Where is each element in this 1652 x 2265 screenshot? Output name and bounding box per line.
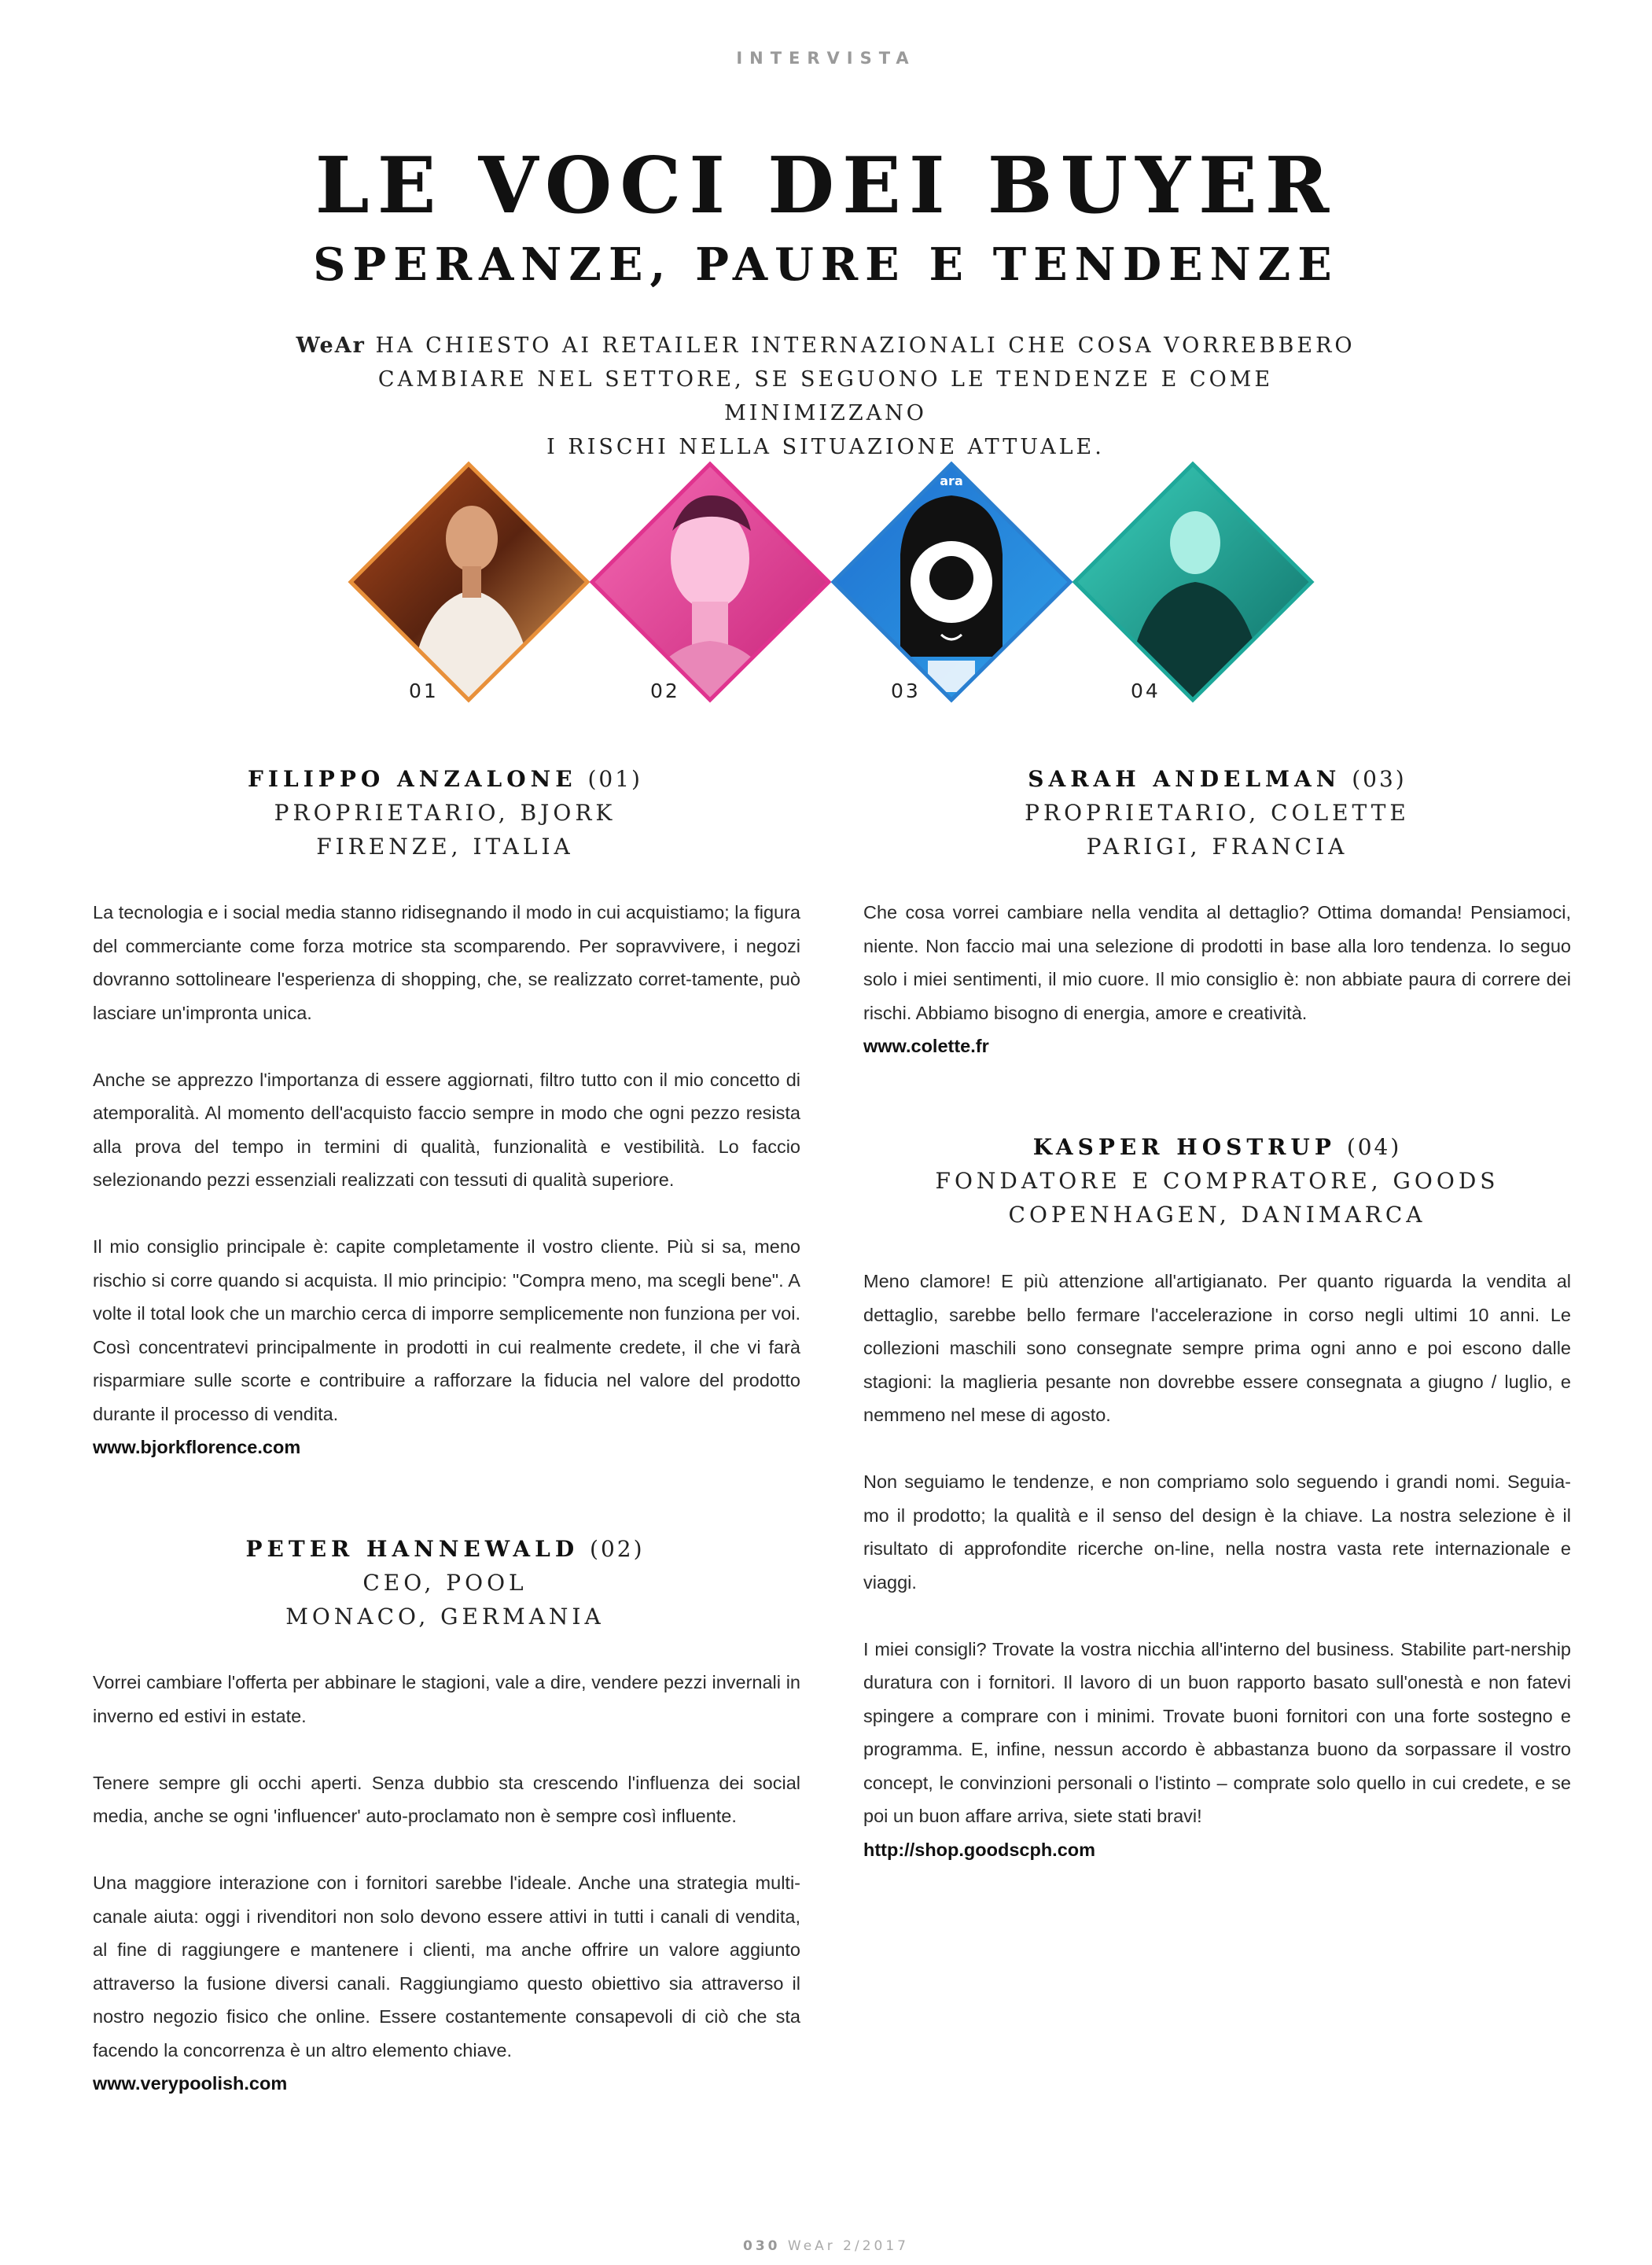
paragraph: I miei consigli? Trovate la vostra nicchia all'interno del business. Stabilite part-nership duratura con i fornitori. Il lavoro di un buon rapporto basato sull'onestà e non fatevi spingere a comprare con i minimi. Trovate buoni fornitori con una forte sostegno e programma. E, infine, nessun accordo è abbastanza buono da sorpassare il vostro concept, le convinzioni personali o l'istinto – comprate solo quello in cui credete, e se poi un buon affare arriva, siete stati bravi! [863, 1638, 1571, 1826]
paragraph: Una maggiore interazione con i fornitori sarebbe l'ideale. Anche una strategia multi-canale aiuta: oggi i rivenditori non solo devono essere attivi in tutti i canali di vendita, al fine di raggiungere e mantenere i clienti, ma anche offrire un valore aggiunto attraverso la fusione diversi canali. Raggiungiamo questo obiettivo sia attraverso il nostro negozio fisico che online. Essere costantemente consapevoli di ciò che sta facendo la concorrenza è un altro elemento chiave. [93, 1873, 800, 2061]
profile-role: FONDATORE E COMPRATORE, GOODS [935, 1168, 1499, 1194]
profile-name: KASPER HOSTRUP [1032, 1134, 1336, 1160]
interview-body-02 [93, 1666, 800, 2101]
paragraph: Il mio consiglio principale è: capite completamente il vostro cliente. Più si sa, meno rischio si corre quando si acquista. Il mio principio: "Compra meno, ma scegli bene". A volte il total look che un marchio cerca di imporre semplicemente non funziona per voi. Così concentratevi principalmente in prodotti in cui realmente credete, il che vi farà risparmiare sulle scorte e contribuire a rafforzare la fiducia nel valore del prodotto durante il processo di vendita. [93, 1236, 800, 1424]
paragraph: Meno clamore! E più attenzione all'artigianato. Per quanto riguarda la vendita al dettaglio, sarebbe bello fermare l'accelerazione in corso negli ultimi 10 anni. Le collezioni maschili sono consegnate sempre prima ogni anno e poi escono dalle stagioni: la maglieria pesante non dovrebbe essere consegnata a giugno / luglio, e nemmeno nel mese di agosto. [863, 1271, 1571, 1425]
portrait-number-02: 02 [650, 680, 680, 702]
profile-header-01 [68, 762, 822, 864]
portrait-number-04: 04 [1131, 680, 1161, 702]
intro-line-1-rest: HA CHIESTO AI RETAILER INTERNAZIONALI CHE COSA VORREBBERO [365, 333, 1356, 358]
issue-label: WeAr 2/2017 [787, 2238, 909, 2254]
page-number: 030 [742, 2238, 781, 2254]
paragraph: Che cosa vorrei cambiare nella vendita al dettaglio? Ottima domanda! Pensiamoci, niente. Non faccio mai una selezione di prodotti in base alla loro tendenza. Io seguo solo i miei sentimenti, il mio cuore. Il mio consiglio è: non abbiate paura di correre dei rischi. Abbiamo bisogno di energia, amore e creatività. [863, 902, 1571, 1023]
interview-body-04 [863, 1265, 1571, 1866]
profile-number: (03) [1352, 766, 1407, 792]
intro-line-1 [275, 329, 1376, 363]
paragraph: Non seguiamo le tendenze, e non compriamo solo seguendo i grandi nomi. Seguia-mo il prodotto; la qualità e il senso del design è la chiave. La nostra selezione è il risultato di approfondite ricerche on-line, nella nostra vasta rete internazionale e viaggi. [863, 1471, 1571, 1593]
intro-text [275, 329, 1376, 464]
paragraph: Tenere sempre gli occhi aperti. Senza dubbio sta crescendo l'influenza dei social media, anche se ogni 'influencer' auto-proclamato non è sempre così influente. [93, 1772, 800, 1826]
profile-header-04 [840, 1130, 1595, 1232]
portrait-graphics [0, 452, 1652, 720]
paragraph: Anche se apprezzo l'importanza di essere aggiornati, filtro tutto con il mio concetto di atemporalità. Al momento dell'acquisto faccio sempre in modo che ogni pezzo resista alla prova del tempo in termini di qualità, funzionalità e vestibilità. Lo faccio selezionando pezzi essenziali realizzati con tessuti di qualità superiore. [93, 1069, 800, 1190]
profile-name-line [840, 1130, 1595, 1164]
profile-name: PETER HANNEWALD [245, 1536, 579, 1562]
portrait-02 [592, 464, 829, 704]
portrait-number-01: 01 [409, 680, 439, 702]
website-link[interactable]: www.colette.fr [863, 1036, 989, 1056]
profile-number: (01) [587, 766, 642, 792]
portrait-04 [1075, 464, 1312, 704]
intro-brand: WeAr [296, 333, 366, 358]
paragraph: La tecnologia e i social media stanno ridisegnando il modo in cui acquistiamo; la figura del commerciante come forza motrice sta scomparendo. Per sopravvivere, i negozi dovranno sottolineare l'esperienza di shopping, che, se realizzato corret-tamente, può lasciare un'impronta unica. [93, 902, 800, 1023]
profile-location: MONACO, GERMANIA [285, 1604, 605, 1630]
profile-header-03 [840, 762, 1595, 864]
portrait-03-logo: ara [940, 473, 963, 488]
profile-name-line [68, 762, 822, 796]
profile-number: (02) [590, 1536, 645, 1562]
profile-name-line [68, 1532, 822, 1566]
website-link[interactable]: www.bjorkflorence.com [93, 1437, 301, 1457]
profile-name: FILIPPO ANZALONE [248, 766, 577, 792]
page-title: LE VOCI DEI BUYER [315, 141, 1337, 231]
intro-line-3: I RISCHI NELLA SITUAZIONE ATTUALE. [546, 435, 1105, 459]
profile-role: PROPRIETARIO, COLETTE [1025, 800, 1410, 826]
page-footer [0, 2238, 1652, 2254]
profile-name: SARAH ANDELMAN [1028, 766, 1341, 792]
page-subtitle: SPERANZE, PAURE E TENDENZE [313, 238, 1339, 291]
interview-body-03 [863, 896, 1571, 1063]
paragraph: Vorrei cambiare l'offerta per abbinare le stagioni, vale a dire, vendere pezzi invernali in inverno ed estivi in estate. [93, 1672, 800, 1726]
profile-location: PARIGI, FRANCIA [1086, 834, 1348, 860]
profile-role: CEO, POOL [362, 1570, 528, 1596]
section-label: INTERVISTA [736, 49, 916, 68]
interview-body-01 [93, 896, 800, 1464]
profile-header-02 [68, 1532, 822, 1633]
profile-name-line [840, 762, 1595, 796]
portrait-row [0, 452, 1652, 720]
portrait-03 [833, 464, 1070, 700]
portrait-number-03: 03 [891, 680, 921, 702]
profile-location: COPENHAGEN, DANIMARCA [1008, 1202, 1426, 1228]
website-link[interactable]: http://shop.goodscph.com [863, 1839, 1096, 1860]
intro-line-2: CAMBIARE NEL SETTORE, SE SEGUONO LE TENDENZE E COME MINIMIZZANO [377, 367, 1274, 425]
website-link[interactable]: www.verypoolish.com [93, 2073, 288, 2094]
profile-location: FIRENZE, ITALIA [316, 834, 574, 860]
portrait-01 [351, 464, 587, 704]
profile-number: (04) [1346, 1134, 1402, 1160]
profile-role: PROPRIETARIO, BJORK [274, 800, 616, 826]
